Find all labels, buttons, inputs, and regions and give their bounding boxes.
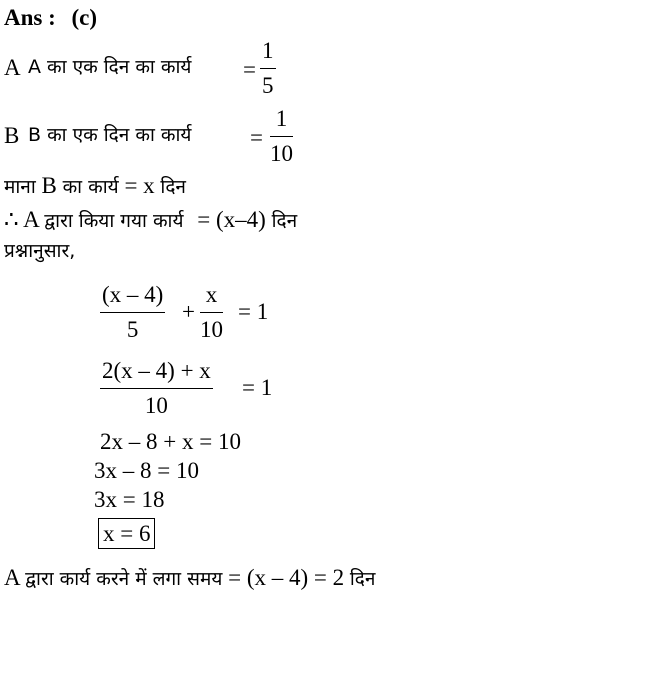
a-work-fraction <box>260 38 276 99</box>
eq1-den2: 10 <box>200 312 223 343</box>
therefore-var: A <box>23 207 39 232</box>
b-work-var: B <box>4 123 20 148</box>
conclusion-val: 2 <box>332 565 345 590</box>
step-1: 2x – 8 + x = 10 <box>100 429 241 454</box>
eq2-fraction <box>100 358 213 419</box>
result-value: x = 6 <box>98 518 155 549</box>
a-work-label: A का एक दिन का कार्य <box>28 56 192 78</box>
assume-pre: माना <box>4 176 36 198</box>
eq1-rhs: = 1 <box>238 299 269 324</box>
assume-line <box>4 174 186 197</box>
therefore-eq: = (x–4) <box>197 207 266 232</box>
answer-line <box>4 6 97 29</box>
conclusion-unit: दिन <box>349 568 376 590</box>
b-work-num: 1 <box>275 106 288 131</box>
conclusion-line <box>4 566 375 589</box>
step-3: 3x = 18 <box>94 487 165 512</box>
eq1-den: 5 <box>100 312 165 343</box>
eq1-num2: x <box>205 282 218 307</box>
eq1-num: (x – 4) <box>102 282 164 307</box>
a-work-line <box>4 56 21 79</box>
answer-option: (c) <box>71 5 98 30</box>
conclusion-var: A <box>4 565 20 590</box>
b-work-den: 10 <box>270 136 293 167</box>
eq1-fraction-2 <box>200 282 223 343</box>
assume-eq: = x <box>124 173 155 198</box>
result-box <box>98 522 155 545</box>
eq2-num: 2(x – 4) + x <box>102 358 211 383</box>
assume-unit: दिन <box>160 176 186 198</box>
b-work-fraction <box>270 106 293 167</box>
a-work-den: 5 <box>260 68 276 99</box>
eq2-den: 10 <box>100 388 213 419</box>
step-2: 3x – 8 = 10 <box>94 458 199 483</box>
a-work-var: A <box>4 55 21 80</box>
a-work-num: 1 <box>262 38 274 63</box>
b-work-eq: = <box>250 125 263 150</box>
assume-mid: का कार्य <box>62 176 119 198</box>
b-work-label: B का एक दिन का कार्य <box>28 124 192 146</box>
eq1-fraction-1 <box>100 282 165 343</box>
answer-label: Ans : <box>4 5 56 30</box>
conclusion-text: द्वारा कार्य करने में लगा समय <box>25 568 223 590</box>
conclusion-eq: = (x – 4) = <box>228 565 327 590</box>
assume-var: B <box>41 173 57 198</box>
a-work-eq: = <box>243 57 256 82</box>
therefore-line <box>4 208 297 231</box>
eq1-plus: + <box>182 299 195 324</box>
according-line: प्रश्नानुसार, <box>4 240 76 262</box>
therefore-unit: दिन <box>271 210 298 232</box>
eq2-rhs: = 1 <box>242 375 273 400</box>
therefore-symbol: ∴ <box>4 207 19 232</box>
therefore-text: द्वारा किया गया कार्य <box>44 210 184 232</box>
